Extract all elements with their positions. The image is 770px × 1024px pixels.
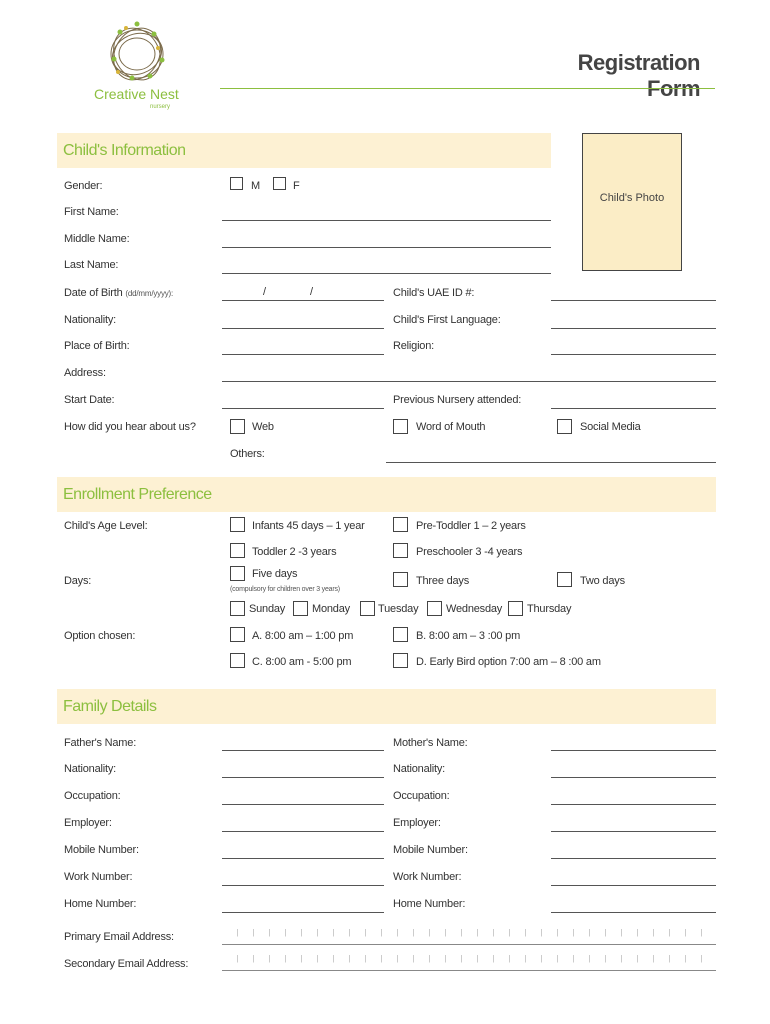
preschooler-checkbox[interactable] [393,543,408,558]
uae-id-field[interactable] [551,300,716,301]
start-date-label: Start Date: [64,394,115,406]
toddler-label: Toddler 2 -3 years [252,546,337,558]
others-field[interactable] [386,462,716,463]
first-language-label: Child's First Language: [393,314,501,326]
address-label: Address: [64,367,106,379]
option-chosen-label: Option chosen: [64,630,136,642]
photo-label: Child's Photo [599,192,665,204]
option-d-checkbox[interactable] [393,653,408,668]
sunday-checkbox[interactable] [230,601,245,616]
father-nationality-field[interactable] [222,777,384,778]
hear-social-media-label: Social Media [580,421,641,433]
pretoddler-checkbox[interactable] [393,517,408,532]
monday-checkbox[interactable] [293,601,308,616]
mother-nationality-field[interactable] [551,777,716,778]
mother-occupation-label: Occupation: [393,790,450,802]
hear-word-of-mouth-checkbox[interactable] [393,419,408,434]
nest-logo-icon [92,14,182,92]
three-days-label: Three days [416,575,470,587]
wednesday-label: Wednesday [446,603,503,615]
first-name-label: First Name: [64,206,119,218]
religion-field[interactable] [551,354,716,355]
gender-m-checkbox[interactable] [230,177,243,190]
last-name-field[interactable] [222,273,551,274]
section-child-info [57,133,551,168]
mother-mobile-field[interactable] [551,858,716,859]
middle-name-label: Middle Name: [64,233,130,245]
father-name-label: Father's Name: [64,737,137,749]
gender-f-checkbox[interactable] [273,177,286,190]
father-mobile-label: Mobile Number: [64,844,139,856]
dob-separator-2: / [310,286,313,298]
pretoddler-label: Pre-Toddler 1 – 2 years [416,520,526,532]
father-name-field[interactable] [222,750,384,751]
hear-word-of-mouth-label: Word of Mouth [416,421,486,433]
option-a-checkbox[interactable] [230,627,245,642]
option-a-label: A. 8:00 am – 1:00 pm [252,630,354,642]
five-days-checkbox[interactable] [230,566,245,581]
section-title: Child's Information [63,142,186,159]
previous-nursery-field[interactable] [551,408,716,409]
father-employer-field[interactable] [222,831,384,832]
last-name-label: Last Name: [64,259,119,271]
first-name-field[interactable] [222,220,551,221]
wednesday-checkbox[interactable] [427,601,442,616]
photo-box[interactable] [582,133,682,271]
mother-occupation-field[interactable] [551,804,716,805]
two-days-label: Two days [580,575,625,587]
mother-name-label: Mother's Name: [393,737,468,749]
mother-employer-label: Employer: [393,817,441,829]
start-date-field[interactable] [222,408,384,409]
mother-name-field[interactable] [551,750,716,751]
logo-name: Creative Nest [94,86,179,102]
five-days-label: Five days [252,568,298,580]
dob-separator-1: / [263,286,266,298]
father-employer-label: Employer: [64,817,112,829]
others-label: Others: [230,448,265,460]
tuesday-label: Tuesday [378,603,419,615]
middle-name-field[interactable] [222,247,551,248]
primary-email-field[interactable] [222,929,716,945]
hear-about-label: How did you hear about us? [64,421,196,433]
section-title: Enrollment Preference [63,486,212,503]
hear-social-media-checkbox[interactable] [557,419,572,434]
section-enrollment [57,477,716,512]
option-d-label: D. Early Bird option 7:00 am – 8 :00 am [416,656,601,668]
dob-text: Date of Birth [64,287,123,299]
father-occupation-field[interactable] [222,804,384,805]
mother-nationality-label: Nationality: [393,763,446,775]
religion-label: Religion: [393,340,435,352]
dob-label [64,287,173,299]
thursday-label: Thursday [527,603,572,615]
father-work-label: Work Number: [64,871,133,883]
option-b-checkbox[interactable] [393,627,408,642]
primary-email-label: Primary Email Address: [64,931,174,943]
section-family [57,689,716,724]
preschooler-label: Preschooler 3 -4 years [416,546,523,558]
secondary-email-field[interactable] [222,955,716,971]
toddler-checkbox[interactable] [230,543,245,558]
uae-id-label: Child's UAE ID #: [393,287,475,299]
mother-home-label: Home Number: [393,898,466,910]
gender-m-label: M [251,180,260,192]
title-underline [220,88,715,89]
nationality-field[interactable] [222,328,384,329]
two-days-checkbox[interactable] [557,572,572,587]
father-work-field[interactable] [222,885,384,886]
first-language-field[interactable] [551,328,716,329]
option-c-label: C. 8:00 am - 5:00 pm [252,656,352,668]
address-field[interactable] [222,381,716,382]
option-c-checkbox[interactable] [230,653,245,668]
father-home-field[interactable] [222,912,384,913]
father-mobile-field[interactable] [222,858,384,859]
option-b-label: B. 8:00 am – 3 :00 pm [416,630,521,642]
infants-label: Infants 45 days – 1 year [252,520,365,532]
father-occupation-label: Occupation: [64,790,121,802]
gender-label: Gender: [64,180,103,192]
previous-nursery-label: Previous Nursery attended: [393,394,522,406]
logo-subtitle: nursery [150,104,171,110]
father-nationality-label: Nationality: [64,763,117,775]
mother-employer-field[interactable] [551,831,716,832]
five-days-note: (compulsory for children over 3 years) [230,586,340,593]
hear-web-checkbox[interactable] [230,419,245,434]
secondary-email-label: Secondary Email Address: [64,958,189,970]
page-title: Registration Form [577,50,700,101]
tuesday-checkbox[interactable] [360,601,375,616]
place-of-birth-label: Place of Birth: [64,340,130,352]
days-label: Days: [64,575,92,587]
mother-home-field[interactable] [551,912,716,913]
dob-field[interactable] [222,300,384,301]
father-home-label: Home Number: [64,898,137,910]
nationality-label: Nationality: [64,314,117,326]
sunday-label: Sunday [249,603,286,615]
mother-work-label: Work Number: [393,871,462,883]
gender-f-label: F [293,180,300,192]
thursday-checkbox[interactable] [508,601,523,616]
hear-web-label: Web [252,421,274,433]
age-level-label: Child's Age Level: [64,520,148,532]
dob-format: (dd/mm/yyyy): [125,289,174,298]
section-title: Family Details [63,698,157,715]
logo [92,14,182,114]
monday-label: Monday [312,603,350,615]
place-of-birth-field[interactable] [222,354,384,355]
mother-mobile-label: Mobile Number: [393,844,468,856]
mother-work-field[interactable] [551,885,716,886]
infants-checkbox[interactable] [230,517,245,532]
three-days-checkbox[interactable] [393,572,408,587]
